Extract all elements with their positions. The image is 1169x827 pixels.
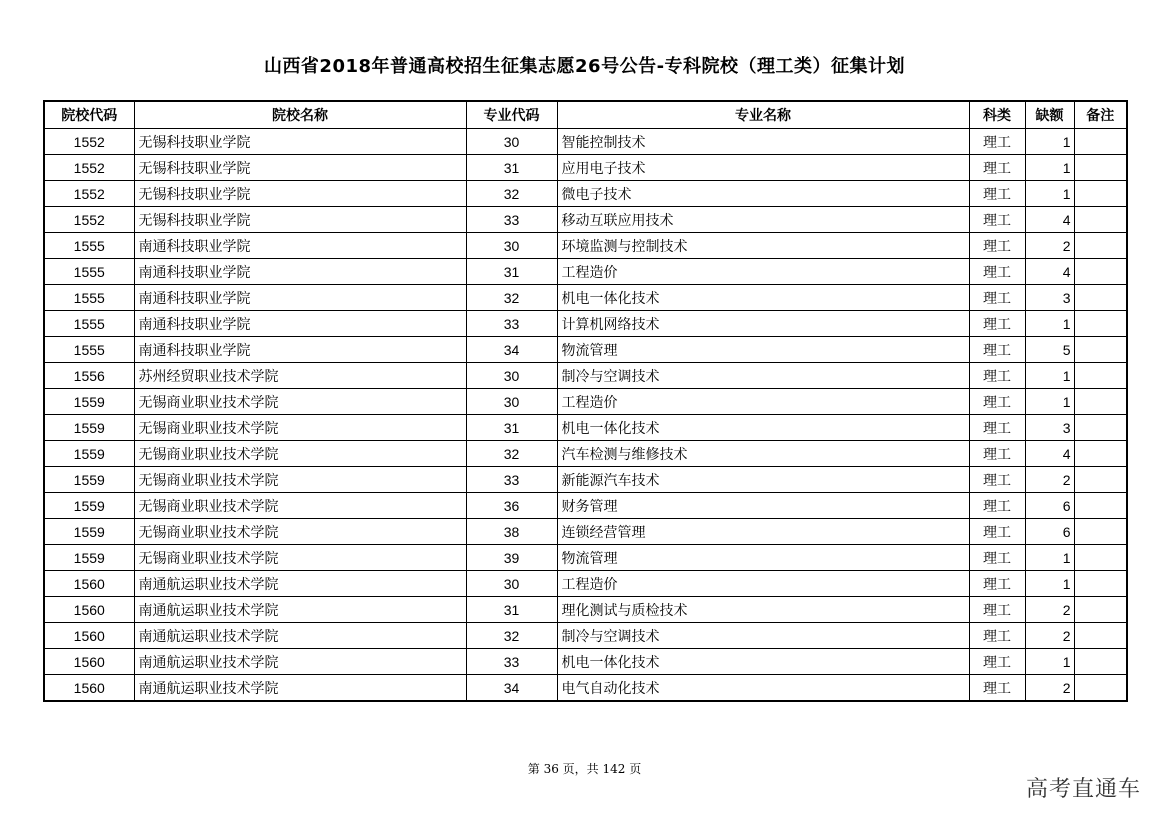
table-row [44, 519, 1127, 545]
table-row [44, 389, 1127, 415]
cell-remarks [1074, 363, 1127, 389]
cell-major-code: 38 [466, 519, 557, 545]
cell-school-code: 1560 [44, 623, 134, 649]
header-category: 科类 [969, 101, 1025, 129]
cell-major-name: 环境监测与控制技术 [557, 233, 969, 259]
cell-remarks [1074, 597, 1127, 623]
table-row [44, 415, 1127, 441]
header-major-code: 专业代码 [466, 101, 557, 129]
cell-major-name: 应用电子技术 [557, 155, 969, 181]
cell-category: 理工 [969, 311, 1025, 337]
cell-school-code: 1555 [44, 285, 134, 311]
cell-vacancy: 2 [1025, 623, 1074, 649]
cell-category: 理工 [969, 519, 1025, 545]
cell-school-code: 1560 [44, 649, 134, 675]
cell-major-code: 32 [466, 181, 557, 207]
cell-major-code: 30 [466, 129, 557, 155]
cell-category: 理工 [969, 233, 1025, 259]
cell-major-code: 30 [466, 233, 557, 259]
cell-vacancy: 2 [1025, 467, 1074, 493]
cell-major-code: 33 [466, 649, 557, 675]
cell-major-code: 30 [466, 571, 557, 597]
cell-major-name: 理化测试与质检技术 [557, 597, 969, 623]
cell-major-code: 31 [466, 415, 557, 441]
header-school-name: 院校名称 [134, 101, 466, 129]
cell-school-name: 南通科技职业学院 [134, 311, 466, 337]
cell-category: 理工 [969, 337, 1025, 363]
cell-major-code: 31 [466, 597, 557, 623]
cell-school-name: 无锡科技职业学院 [134, 207, 466, 233]
cell-major-name: 新能源汽车技术 [557, 467, 969, 493]
table-row [44, 441, 1127, 467]
page-footer: 第 36 页，共 142 页 [527, 762, 642, 776]
cell-remarks [1074, 623, 1127, 649]
cell-major-name: 机电一体化技术 [557, 415, 969, 441]
cell-category: 理工 [969, 285, 1025, 311]
cell-vacancy: 6 [1025, 519, 1074, 545]
cell-vacancy: 2 [1025, 597, 1074, 623]
cell-major-code: 31 [466, 155, 557, 181]
cell-remarks [1074, 675, 1127, 702]
watermark: 高考直通车 [1025, 777, 1141, 802]
cell-school-code: 1559 [44, 467, 134, 493]
cell-school-code: 1559 [44, 415, 134, 441]
cell-school-name: 无锡商业职业技术学院 [134, 467, 466, 493]
cell-vacancy: 1 [1025, 545, 1074, 571]
enrollment-plan-table [43, 100, 1128, 702]
cell-school-name: 南通航运职业技术学院 [134, 675, 466, 702]
cell-major-name: 制冷与空调技术 [557, 363, 969, 389]
cell-major-name: 移动互联应用技术 [557, 207, 969, 233]
cell-major-name: 计算机网络技术 [557, 311, 969, 337]
cell-category: 理工 [969, 207, 1025, 233]
cell-major-name: 电气自动化技术 [557, 675, 969, 702]
cell-major-name: 物流管理 [557, 545, 969, 571]
cell-school-name: 南通航运职业技术学院 [134, 649, 466, 675]
table-row [44, 155, 1127, 181]
cell-category: 理工 [969, 675, 1025, 702]
cell-school-name: 无锡商业职业技术学院 [134, 415, 466, 441]
cell-school-code: 1560 [44, 571, 134, 597]
cell-major-code: 33 [466, 207, 557, 233]
cell-remarks [1074, 155, 1127, 181]
header-vacancy: 缺额 [1025, 101, 1074, 129]
table-header-row [44, 101, 1127, 129]
cell-major-name: 智能控制技术 [557, 129, 969, 155]
cell-vacancy: 1 [1025, 571, 1074, 597]
cell-remarks [1074, 311, 1127, 337]
cell-category: 理工 [969, 389, 1025, 415]
cell-vacancy: 1 [1025, 129, 1074, 155]
cell-category: 理工 [969, 571, 1025, 597]
cell-school-code: 1560 [44, 597, 134, 623]
cell-school-code: 1552 [44, 207, 134, 233]
cell-vacancy: 3 [1025, 285, 1074, 311]
cell-major-code: 32 [466, 285, 557, 311]
table-row [44, 259, 1127, 285]
table-row [44, 363, 1127, 389]
table-row [44, 571, 1127, 597]
cell-vacancy: 4 [1025, 207, 1074, 233]
cell-school-name: 无锡商业职业技术学院 [134, 493, 466, 519]
cell-school-code: 1555 [44, 311, 134, 337]
cell-school-name: 南通科技职业学院 [134, 259, 466, 285]
cell-category: 理工 [969, 129, 1025, 155]
table-row [44, 467, 1127, 493]
cell-remarks [1074, 129, 1127, 155]
cell-category: 理工 [969, 467, 1025, 493]
cell-school-code: 1552 [44, 155, 134, 181]
cell-major-name: 工程造价 [557, 571, 969, 597]
header-remarks: 备注 [1074, 101, 1127, 129]
cell-school-code: 1555 [44, 259, 134, 285]
page-title: 山西省2018年普通高校招生征集志愿26号公告-专科院校（理工类）征集计划 [263, 56, 906, 77]
table-row [44, 623, 1127, 649]
cell-category: 理工 [969, 415, 1025, 441]
cell-remarks [1074, 441, 1127, 467]
cell-major-name: 工程造价 [557, 389, 969, 415]
cell-school-code: 1560 [44, 675, 134, 702]
table-row [44, 311, 1127, 337]
cell-major-code: 32 [466, 441, 557, 467]
cell-major-code: 30 [466, 389, 557, 415]
cell-major-code: 34 [466, 675, 557, 702]
cell-major-name: 工程造价 [557, 259, 969, 285]
cell-school-code: 1555 [44, 337, 134, 363]
cell-remarks [1074, 207, 1127, 233]
cell-remarks [1074, 649, 1127, 675]
cell-remarks [1074, 415, 1127, 441]
cell-vacancy: 1 [1025, 155, 1074, 181]
header-major-name: 专业名称 [557, 101, 969, 129]
table-row [44, 233, 1127, 259]
cell-category: 理工 [969, 181, 1025, 207]
cell-school-name: 无锡科技职业学院 [134, 155, 466, 181]
cell-school-name: 南通航运职业技术学院 [134, 571, 466, 597]
table-row [44, 649, 1127, 675]
cell-school-name: 无锡科技职业学院 [134, 129, 466, 155]
cell-vacancy: 4 [1025, 441, 1074, 467]
cell-category: 理工 [969, 363, 1025, 389]
cell-major-name: 机电一体化技术 [557, 649, 969, 675]
cell-school-code: 1559 [44, 519, 134, 545]
cell-major-code: 39 [466, 545, 557, 571]
table-row [44, 285, 1127, 311]
cell-vacancy: 2 [1025, 675, 1074, 702]
cell-major-code: 32 [466, 623, 557, 649]
cell-major-code: 33 [466, 467, 557, 493]
cell-major-code: 34 [466, 337, 557, 363]
cell-vacancy: 5 [1025, 337, 1074, 363]
header-school-code: 院校代码 [44, 101, 134, 129]
cell-school-code: 1555 [44, 233, 134, 259]
cell-school-name: 无锡商业职业技术学院 [134, 441, 466, 467]
table-row [44, 207, 1127, 233]
cell-school-name: 南通科技职业学院 [134, 285, 466, 311]
cell-vacancy: 1 [1025, 181, 1074, 207]
cell-school-name: 无锡商业职业技术学院 [134, 545, 466, 571]
cell-vacancy: 6 [1025, 493, 1074, 519]
cell-major-name: 连锁经营管理 [557, 519, 969, 545]
cell-school-code: 1556 [44, 363, 134, 389]
cell-school-code: 1552 [44, 129, 134, 155]
cell-remarks [1074, 181, 1127, 207]
cell-major-name: 机电一体化技术 [557, 285, 969, 311]
cell-school-name: 南通航运职业技术学院 [134, 623, 466, 649]
cell-remarks [1074, 259, 1127, 285]
cell-school-code: 1559 [44, 389, 134, 415]
cell-remarks [1074, 493, 1127, 519]
cell-remarks [1074, 571, 1127, 597]
cell-category: 理工 [969, 649, 1025, 675]
table-row [44, 545, 1127, 571]
cell-major-name: 汽车检测与维修技术 [557, 441, 969, 467]
cell-major-code: 31 [466, 259, 557, 285]
cell-major-code: 33 [466, 311, 557, 337]
cell-major-name: 物流管理 [557, 337, 969, 363]
table-row [44, 181, 1127, 207]
cell-school-name: 南通科技职业学院 [134, 233, 466, 259]
cell-remarks [1074, 467, 1127, 493]
table-row [44, 493, 1127, 519]
cell-school-code: 1559 [44, 441, 134, 467]
cell-category: 理工 [969, 545, 1025, 571]
table-row [44, 597, 1127, 623]
table-row [44, 129, 1127, 155]
cell-school-name: 南通科技职业学院 [134, 337, 466, 363]
cell-remarks [1074, 519, 1127, 545]
cell-major-code: 36 [466, 493, 557, 519]
cell-remarks [1074, 285, 1127, 311]
cell-remarks [1074, 545, 1127, 571]
cell-school-name: 无锡商业职业技术学院 [134, 389, 466, 415]
cell-vacancy: 3 [1025, 415, 1074, 441]
cell-school-code: 1559 [44, 545, 134, 571]
cell-school-name: 无锡科技职业学院 [134, 181, 466, 207]
cell-vacancy: 2 [1025, 233, 1074, 259]
cell-major-name: 制冷与空调技术 [557, 623, 969, 649]
cell-school-name: 无锡商业职业技术学院 [134, 519, 466, 545]
cell-category: 理工 [969, 597, 1025, 623]
cell-vacancy: 1 [1025, 311, 1074, 337]
cell-school-name: 苏州经贸职业技术学院 [134, 363, 466, 389]
cell-category: 理工 [969, 441, 1025, 467]
cell-remarks [1074, 233, 1127, 259]
cell-major-name: 微电子技术 [557, 181, 969, 207]
cell-major-name: 财务管理 [557, 493, 969, 519]
cell-school-name: 南通航运职业技术学院 [134, 597, 466, 623]
table-row [44, 337, 1127, 363]
cell-school-code: 1559 [44, 493, 134, 519]
cell-vacancy: 4 [1025, 259, 1074, 285]
cell-category: 理工 [969, 155, 1025, 181]
cell-vacancy: 1 [1025, 389, 1074, 415]
table-row [44, 675, 1127, 702]
cell-school-code: 1552 [44, 181, 134, 207]
cell-category: 理工 [969, 623, 1025, 649]
cell-major-code: 30 [466, 363, 557, 389]
cell-vacancy: 1 [1025, 649, 1074, 675]
cell-remarks [1074, 337, 1127, 363]
cell-vacancy: 1 [1025, 363, 1074, 389]
cell-category: 理工 [969, 493, 1025, 519]
cell-category: 理工 [969, 259, 1025, 285]
cell-remarks [1074, 389, 1127, 415]
